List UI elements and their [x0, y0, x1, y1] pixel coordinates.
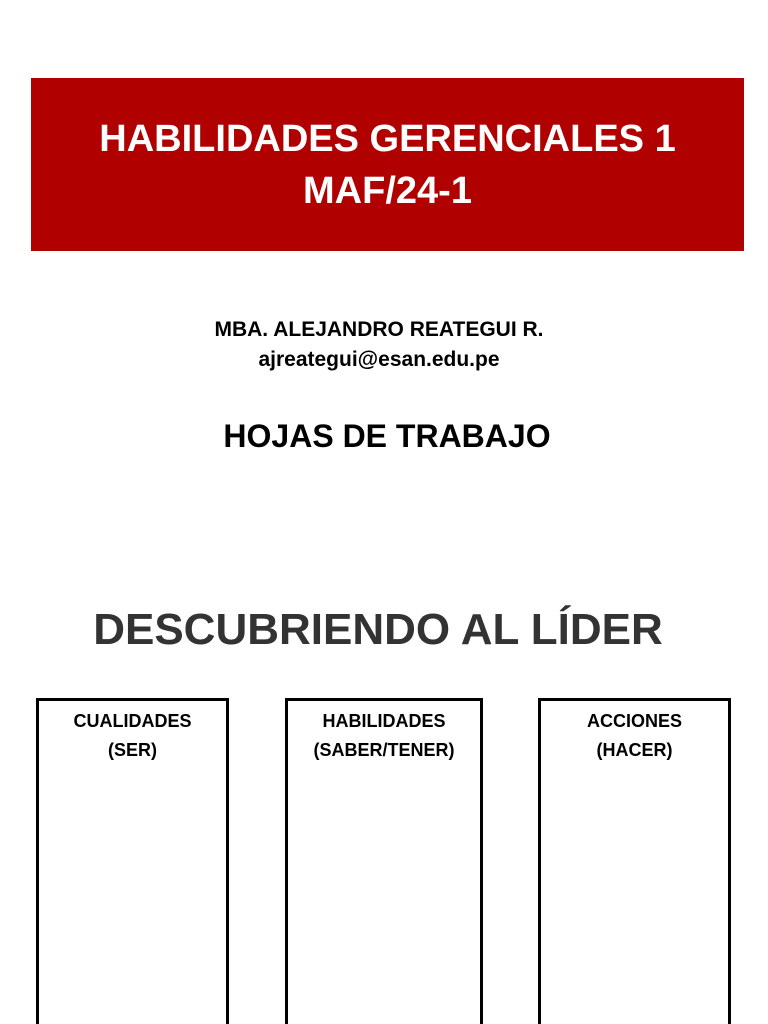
author-name: MBA. ALEJANDRO REATEGUI R. — [214, 318, 544, 341]
column-heading: HABILIDADES — [322, 711, 446, 731]
column-qualities — [36, 698, 229, 1024]
column-subheading: (SABER/TENER) — [313, 740, 455, 760]
banner-course-code: MAF/24-1 — [303, 169, 472, 212]
column-heading: ACCIONES — [586, 711, 682, 731]
author-block — [0, 315, 758, 375]
column-actions — [538, 698, 731, 1024]
column-subheading: (SER) — [108, 740, 157, 760]
author-email: ajreategui@esan.edu.pe — [258, 348, 500, 371]
banner-title: HABILIDADES GERENCIALES 1 — [99, 117, 676, 160]
column-heading: CUALIDADES — [73, 711, 192, 731]
column-skills — [285, 698, 483, 1024]
worksheet-title: HOJAS DE TRABAJO — [223, 418, 551, 454]
title-banner — [31, 78, 744, 251]
section-title: DESCUBRIENDO AL LÍDER — [93, 605, 663, 654]
column-subheading: (HACER) — [596, 740, 673, 760]
